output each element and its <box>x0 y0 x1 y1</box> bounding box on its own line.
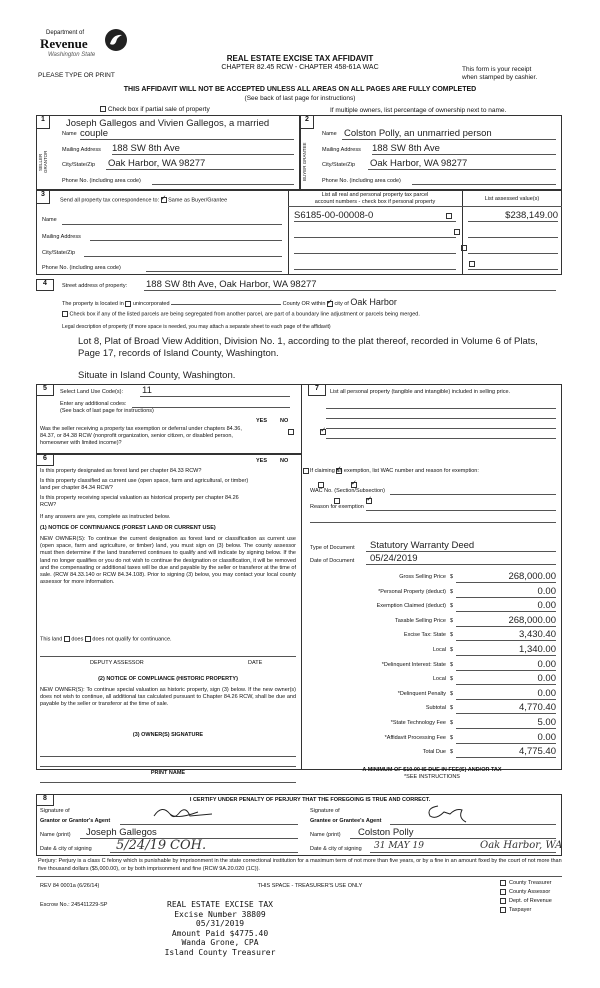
calc-label: Gross Selling Price <box>399 574 446 580</box>
seller-city-label: City/State/Zip <box>62 162 96 168</box>
grantor-date[interactable]: 5/24/19 <box>116 838 167 853</box>
grantor-agent-label: Grantor or Grantor's Agent <box>40 818 111 824</box>
this-land-label: This land <box>40 636 63 643</box>
calc-label: *Affidavit Processing Fee <box>384 734 446 741</box>
buyer-grantee-side: BUYER GRANTEE <box>302 142 307 182</box>
grantee-sig-of: Signature of <box>310 808 340 814</box>
calc-label: Local <box>432 647 446 653</box>
s5-yes-checkbox[interactable] <box>288 429 294 435</box>
legal-line-3: Situate in Island County, Washington. <box>78 370 236 381</box>
perjury-note: Perjury: Perjury is a class C felony which is punishable by imprisonment in the state correctional institution for a maximum term of not more than five years, or by a fine in an amount fixed by the court of not more than five thousand dollars ($5,000.00), or by both imprisonment and fine (RCW 9A.20.020 (1C)). <box>38 858 562 872</box>
deputy-date: DATE <box>248 660 263 666</box>
wac-label: WAC No. (Section/Subsection) <box>310 488 385 494</box>
calc-label: Exemption Claimed (deduct) <box>376 603 446 610</box>
stamp-line-1: REAL ESTATE EXCISE TAX <box>167 900 273 909</box>
distribution-label: Taxpayer <box>509 907 532 914</box>
s3-city-label: City/State/Zip <box>42 250 76 256</box>
form-chapter: CHAPTER 82.45 RCW - CHAPTER 458-61A WAC <box>221 64 379 71</box>
qualify-row <box>40 636 172 642</box>
s6-no: NO <box>280 458 289 464</box>
distribution-checkbox[interactable] <box>500 880 506 886</box>
distribution-checkbox[interactable] <box>500 907 506 913</box>
calc-label: Local <box>432 676 446 683</box>
distribution-check-row <box>500 907 531 913</box>
s6-q1: Is this property designated as forest land per chapter 84.33 RCW? <box>40 468 202 474</box>
land-use-code[interactable]: 11 <box>142 385 152 396</box>
personal-property-checkbox-2[interactable] <box>454 229 460 235</box>
parcel-header-2: account numbers - check box if personal property <box>314 199 436 205</box>
located-row <box>62 297 397 307</box>
does-not-label: does not qualify for continuance. <box>92 636 172 643</box>
calc-dollar: $ <box>450 705 454 712</box>
section-3-number: 3 <box>36 190 50 204</box>
section-8-number: 8 <box>36 794 54 806</box>
minimum-due: A MINIMUM OF $10.00 IS DUE IN FEE(S) AND/OR TAX <box>362 767 502 773</box>
calc-label: *Delinquent Interest: State <box>381 661 446 668</box>
calc-value[interactable]: 0.00 <box>537 673 556 685</box>
owner-signature: (3) OWNER(S) SIGNATURE <box>132 732 204 738</box>
segregated-label: Check box if any of the listed parcels are being segregated from another parcel, are part of a boundary line adjustment or parcels being merged. <box>69 311 420 318</box>
multiple-owners-note: If multiple owners, list percentage of ownership next to name. <box>330 107 507 114</box>
certify-statement: I CERTIFY UNDER PENALTY OF PERJURY THAT THE FOREGOING IS TRUE AND CORRECT. <box>189 797 431 803</box>
calc-dollar: $ <box>450 661 454 668</box>
calc-label: *State Technology Fee <box>390 720 446 726</box>
stamp-line-6: Island County Treasurer <box>164 947 276 957</box>
rev-number: REV 84 0001a (6/26/14) <box>40 883 100 889</box>
located-in-label: The property is located in <box>62 301 124 307</box>
calc-dollar: $ <box>450 690 454 697</box>
notice2-body: NEW OWNER(S): To continue special valuation as historic property, sign (3) below. If the new owner(s) does not wish to continue, all additional tax calculated pursuant to Chapter 84.26 RCW, shall be due and payable by the seller or transferor at the time of sale. <box>40 687 296 708</box>
treasurer-only: THIS SPACE - TREASURER'S USE ONLY <box>257 883 363 889</box>
calc-dollar: $ <box>450 676 454 683</box>
stamp-line-4: Amount Paid $4775.40 <box>171 928 269 938</box>
s6-yes: YES <box>256 458 268 464</box>
buyer-mail[interactable]: 188 SW 8th Ave <box>372 143 440 154</box>
personal-property-checkbox-4[interactable] <box>469 261 475 267</box>
warning-banner: THIS AFFIDAVIT WILL NOT BE ACCEPTED UNLESS ALL AREAS ON ALL PAGES ARE FULLY COMPLETED <box>123 86 477 93</box>
city-of-label: city of <box>334 301 349 307</box>
grantee-name[interactable]: Colston Polly <box>358 827 414 838</box>
grantee-name-label: Name (print) <box>310 832 341 838</box>
seller-name-line1: Joseph Gallegos and Vivien Gallegos, a married <box>66 118 270 129</box>
section-1-number: 1 <box>36 115 50 129</box>
grantor-city[interactable]: COH. <box>170 838 207 853</box>
calc-value[interactable]: 4,770.40 <box>519 702 556 714</box>
doc-date-label: Date of Document <box>310 558 355 564</box>
land-use-label: Select Land Use Code(s): <box>60 389 123 395</box>
receipt-note-1: This form is your receipt <box>462 66 532 73</box>
send-correspondence <box>60 197 227 203</box>
does-label: does <box>71 636 84 643</box>
legal-line-1: Lot 8, Plat of Broad View Addition, Division No. 1, according to the plat thereof, recorded in Volume 6 of Plats, <box>78 336 538 347</box>
calc-label: Total Due <box>422 749 446 756</box>
calc-dollar: $ <box>450 734 454 741</box>
exemption-label: If claiming an exemption, list WAC number and reason for exemption: <box>310 468 479 474</box>
seller-phone-label: Phone No. (including area code) <box>62 178 141 184</box>
escrow-number: Escrow No.: 245411229-SP <box>40 902 108 908</box>
personal-property-checkbox-3[interactable] <box>461 245 467 251</box>
calc-dollar: $ <box>450 574 454 580</box>
s6-if-yes: If any answers are yes, complete as instructed below. <box>40 514 171 520</box>
doc-type-label: Type of Document <box>310 545 355 551</box>
receipt-note-2: when stamped by cashier. <box>462 74 538 81</box>
s3-name-label: Name <box>42 217 57 223</box>
s5-no: NO <box>280 418 289 424</box>
grantee-city[interactable]: Oak Harbor, WA <box>480 840 563 851</box>
unincorporated-checkbox[interactable] <box>125 301 131 307</box>
grantee-signature <box>420 800 480 824</box>
calc-value[interactable]: 0.00 <box>537 687 556 699</box>
treasurer-stamp <box>140 900 300 957</box>
calc-dollar: $ <box>450 647 454 653</box>
calc-value[interactable]: 3,430.40 <box>519 629 556 641</box>
personal-property-label: List all personal property (tangible and intangible) included in selling price. <box>330 389 511 395</box>
seller-grantor-side: SELLER GRANTOR <box>38 150 48 174</box>
buyer-phone-label: Phone No. (including area code) <box>322 178 401 184</box>
grantee-agent-label: Grantee or Grantee's Agent <box>310 818 382 824</box>
dor-logo-icon <box>104 28 128 52</box>
print-name: PRINT NAME <box>150 770 186 776</box>
calc-value[interactable]: 268,000.00 <box>508 571 556 582</box>
calc-value[interactable]: 0.00 <box>537 585 556 597</box>
distribution-check-row <box>500 898 552 904</box>
s5-yes: YES <box>256 418 268 424</box>
calc-label: *Delinquent Penalty <box>397 690 446 697</box>
street-address[interactable]: 188 SW 8th Ave, Oak Harbor, WA 98277 <box>146 279 317 290</box>
segregated-checkbox[interactable] <box>62 311 68 317</box>
does-not-checkbox[interactable] <box>85 636 91 642</box>
doc-date[interactable]: 05/24/2019 <box>370 553 418 564</box>
legal-line-2: Page 17, records of Island County, Washington. <box>78 348 279 359</box>
same-as-buyer-checkbox[interactable] <box>161 197 167 203</box>
county-or-within-label: County OR within <box>282 301 326 307</box>
distribution-check-row <box>500 889 550 895</box>
stamp-line-5: Wanda Grone, CPA <box>181 938 259 947</box>
grantor-signature <box>150 802 220 824</box>
same-as-buyer-label: Same as Buyer/Grantee <box>168 197 228 204</box>
section-4-number: 4 <box>36 279 54 291</box>
seller-name-label: Name <box>62 131 77 137</box>
partial-sale-checkbox[interactable] <box>100 106 106 112</box>
grantor-name-label: Name (print) <box>40 832 71 838</box>
grantee-date-label: Date & city of signing <box>310 846 362 852</box>
please-type: PLEASE TYPE OR PRINT <box>38 72 115 79</box>
calc-value[interactable]: 1,340.00 <box>519 644 556 655</box>
additional-codes-label: Enter any additional codes: <box>60 401 127 407</box>
calc-value[interactable]: 268,000.00 <box>508 614 556 626</box>
segregated-row <box>62 311 420 317</box>
legal-label: Legal description of property (if more space is needed, you may attach a separate sheet to each page of the affidavit) <box>62 324 331 330</box>
notice1-title: (1) NOTICE OF CONTINUANCE (FOREST LAND OR CURRENT USE) <box>40 525 216 531</box>
does-checkbox[interactable] <box>64 636 70 642</box>
calc-label: *Personal Property (deduct) <box>378 588 446 595</box>
seller-city[interactable]: Oak Harbor, WA 98277 <box>108 158 206 169</box>
calc-dollar: $ <box>450 720 454 726</box>
washington-state: Washington State <box>48 52 96 58</box>
form-title: REAL ESTATE EXCISE TAX AFFIDAVIT <box>226 54 374 63</box>
send-label: Send all property tax correspondence to: <box>60 197 160 204</box>
s3-phone-label: Phone No. (including area code) <box>42 265 121 271</box>
partial-sale <box>100 106 210 113</box>
calc-value[interactable]: 0.00 <box>537 658 556 670</box>
calc-label: Taxable Selling Price <box>394 617 446 624</box>
dor-logo <box>38 26 138 70</box>
calc-dollar: $ <box>450 617 454 624</box>
grantor-date-label: Date & city of signing <box>40 846 92 852</box>
buyer-city[interactable]: Oak Harbor, WA 98277 <box>370 158 468 169</box>
calc-value[interactable]: 5.00 <box>537 717 556 728</box>
calc-dollar: $ <box>450 632 454 639</box>
notice1-body: NEW OWNER(S): To continue the current designation as forest land or classification as current use (open space, farm and agriculture, or timber) land, you must sign on (3) below. The county assessor must then determine if the land transferred continues to qualify and will indicate by signing below. If the land no longer qualifies or you do not wish to continue the designation or classification, it will be removed and the compensating or additional taxes will be due and payable by the seller or transferor at the time of sale. (RCW 84.33.140 or RCW 84.34.108). Prior to signing (3) below, you may contact your local county assessor for more information. <box>40 536 296 586</box>
calc-dollar: $ <box>450 603 454 610</box>
s6-q3: Is this property receiving special valuation as historical property per chapter 84.26 RCW? <box>40 495 239 508</box>
assessed-header: List assessed value(s) <box>484 196 540 202</box>
calc-value[interactable]: 4,775.40 <box>519 746 556 758</box>
see-instructions: *SEE INSTRUCTIONS <box>404 774 460 780</box>
distribution-check-row <box>500 880 552 886</box>
section-2-number: 2 <box>300 115 314 129</box>
city-of-checkbox[interactable] <box>327 301 333 307</box>
partial-sale-label: Check box if partial sale of property <box>107 106 210 113</box>
personal-property-checkbox-1[interactable] <box>446 213 452 219</box>
distribution-label: Dept. of Revenue <box>509 898 552 905</box>
section-6-number: 6 <box>36 454 54 466</box>
seller-mail[interactable]: 188 SW 8th Ave <box>112 143 180 154</box>
s5-see-back: (See back of last page for instructions) <box>60 408 154 414</box>
seller-mail-label: Mailing Address <box>62 147 101 153</box>
parcel-number[interactable]: S6185-00-00008-0 <box>294 210 374 221</box>
calc-dollar: $ <box>450 749 454 756</box>
calc-label: Subtotal <box>425 705 446 712</box>
deputy-assessor: DEPUTY ASSESSOR <box>90 660 144 666</box>
stamp-line-2: Excise Number 38809 <box>174 909 266 919</box>
s6-q2: Is this property classified as current use (open space, farm and agricultural, or timber) land per chapter 84.34 RCW? <box>40 478 249 491</box>
reason-label: Reason for exemption <box>310 504 364 510</box>
street-label: Street address of property: <box>62 283 128 289</box>
calc-label: Excise Tax: State <box>403 632 446 639</box>
distribution-checkbox[interactable] <box>500 889 506 895</box>
distribution-checkbox[interactable] <box>500 898 506 904</box>
grantor-name[interactable]: Joseph Gallegos <box>86 827 157 838</box>
grantee-date[interactable]: 31 MAY 19 <box>374 841 424 851</box>
parcel-header-1: List all real and personal property tax parcel <box>321 192 429 198</box>
dept-of: Department of <box>46 30 85 36</box>
notice2-title: (2) NOTICE OF COMPLIANCE (HISTORIC PROPERTY) <box>98 676 238 682</box>
seller-name-line2: couple <box>80 128 108 139</box>
calc-value[interactable]: 0.00 <box>537 731 556 743</box>
buyer-name[interactable]: Colston Polly, an unmarried person <box>344 128 492 139</box>
s5-question: Was the seller receiving a property tax exemption or deferral under chapters 84.36, 84.37, or 84.38 RCW (nonprofit organization, senior citizen, or disabled person, homeowner with limited income)? <box>40 426 242 446</box>
distribution-label: County Treasurer <box>509 880 552 887</box>
calc-dollar: $ <box>450 588 454 595</box>
section-5-number: 5 <box>36 384 54 396</box>
grantor-sig-of: Signature of <box>40 808 70 814</box>
buyer-city-label: City/State/Zip <box>322 162 356 168</box>
calc-value[interactable]: 0.00 <box>537 600 556 612</box>
distribution-label: County Assessor <box>509 889 551 896</box>
doc-type[interactable]: Statutory Warranty Deed <box>370 540 475 551</box>
buyer-name-label: Name <box>322 131 337 137</box>
unincorporated-label: unincorporated <box>132 301 170 307</box>
revenue-wordmark: Revenue <box>40 36 88 51</box>
s3-mail-label: Mailing Address <box>42 234 81 240</box>
property-city[interactable]: Oak Harbor <box>350 297 397 307</box>
assessed-value[interactable]: $238,149.00 <box>505 210 558 221</box>
see-back-note: (See back of last page for instructions) <box>244 95 356 102</box>
buyer-mail-label: Mailing Address <box>322 147 361 153</box>
stamp-line-3: 05/31/2019 <box>195 919 245 928</box>
section-7-number: 7 <box>308 384 326 396</box>
